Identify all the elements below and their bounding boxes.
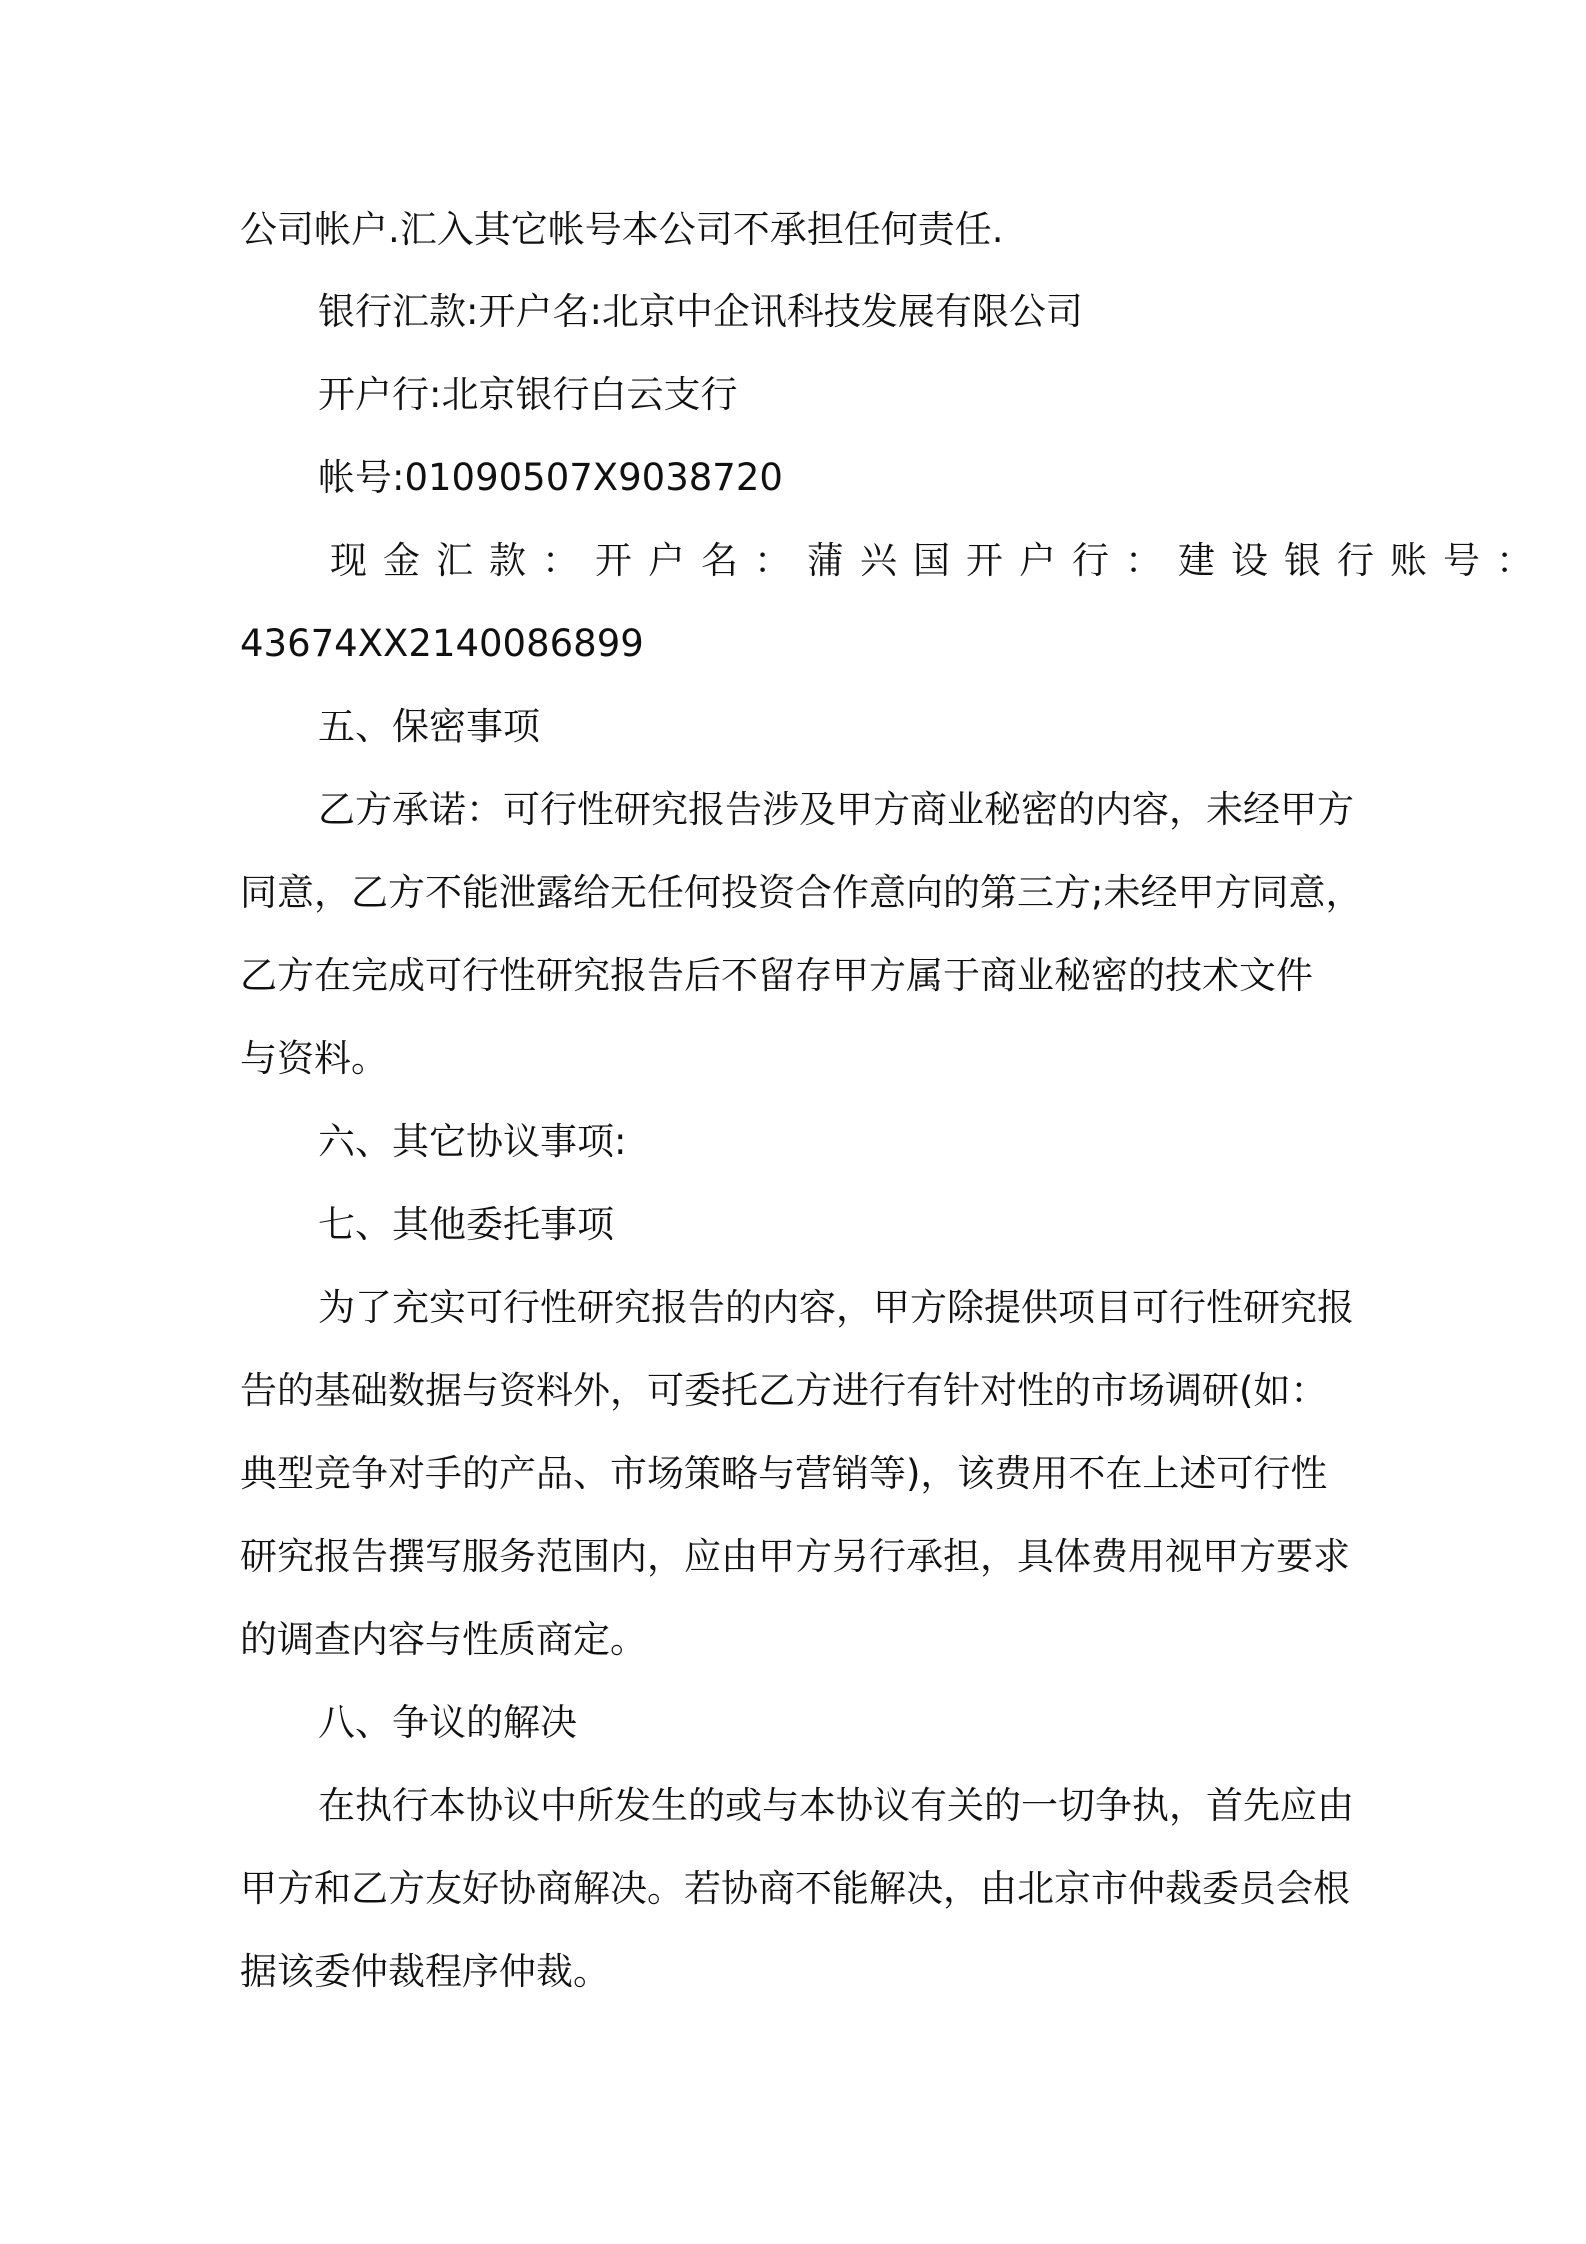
bank-branch-line: 开户行:北京银行白云支行 (318, 373, 738, 416)
text-line: 在执行本协议中所发生的或与本协议有关的一切争执，首先应由 (318, 1784, 1354, 1827)
text-line: 为了充实可行性研究报告的内容，甲方除提供项目可行性研究报 (318, 1286, 1354, 1329)
section-heading-8: 八、争议的解决 (318, 1701, 577, 1744)
text-line: 据该委仲裁程序仲裁。 (240, 1950, 610, 1993)
cash-account-number-line: 43674XX2140086899 (240, 622, 644, 665)
text-line: 公司帐户.汇入其它帐号本公司不承担任何责任. (240, 208, 1004, 251)
section-heading-5: 五、保密事项 (318, 705, 540, 748)
text-line: 研究报告撰写服务范围内，应由甲方另行承担，具体费用视甲方要求 (240, 1535, 1350, 1578)
text-line: 告的基础数据与资料外，可委托乙方进行有针对性的市场调研(如： (240, 1369, 1328, 1412)
text-line: 甲方和乙方友好协商解决。若协商不能解决，由北京市仲裁委员会根 (240, 1867, 1350, 1910)
cash-transfer-line: 现金汇款：开户名：蒲兴国开户行：建设银行账号： (330, 539, 1549, 582)
section-heading-6: 六、其它协议事项: (318, 1120, 627, 1163)
text-line: 同意，乙方不能泄露给无任何投资合作意向的第三方;未经甲方同意， (240, 871, 1363, 914)
section-heading-7: 七、其他委托事项 (318, 1203, 614, 1246)
account-number-line: 帐号:01090507X9038720 (318, 456, 783, 499)
text-line: 典型竞争对手的产品、市场策略与营销等)，该费用不在上述可行性 (240, 1452, 1328, 1495)
bank-transfer-line: 银行汇款:开户名:北京中企讯科技发展有限公司 (318, 290, 1083, 333)
text-line: 的调查内容与性质商定。 (240, 1618, 647, 1661)
text-line: 与资料。 (240, 1037, 388, 1080)
text-line: 乙方承诺：可行性研究报告涉及甲方商业秘密的内容，未经甲方 (318, 788, 1354, 831)
text-line: 乙方在完成可行性研究报告后不留存甲方属于商业秘密的技术文件 (240, 954, 1313, 997)
